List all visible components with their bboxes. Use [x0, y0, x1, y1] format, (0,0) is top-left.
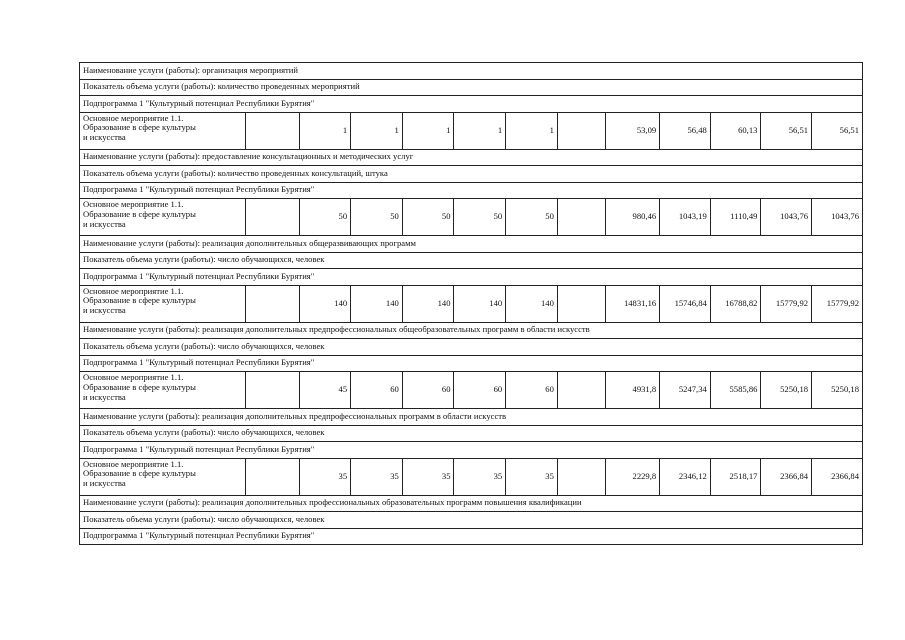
cost-cell: 2518,17: [710, 458, 761, 495]
volume-cell: 35: [351, 458, 403, 495]
cost-cell: 4931,8: [606, 372, 660, 409]
subprogram-row: [80, 442, 863, 459]
empty-cell: [245, 112, 300, 149]
volume-cell: 50: [454, 199, 506, 236]
empty-cell: [557, 112, 606, 149]
service-name-row: [80, 63, 863, 80]
empty-cell: [557, 285, 606, 322]
activity-name-cell: Основное мероприятие 1.1. Образование в сфере культуры и искусства: [80, 458, 246, 495]
empty-cell: [245, 458, 300, 495]
indicator-row: [80, 512, 863, 529]
service-name-row-text: Наименование услуги (работы): предоставление консультационных и методических услуг: [80, 149, 863, 166]
volume-cell: 1: [454, 112, 506, 149]
volume-cell: 35: [300, 458, 351, 495]
volume-cell: 140: [300, 285, 351, 322]
cost-cell: 2366,84: [761, 458, 812, 495]
activity-name-cell: Основное мероприятие 1.1. Образование в сфере культуры и искусства: [80, 372, 246, 409]
volume-cell: 60: [506, 372, 558, 409]
service-name-row: [80, 495, 863, 512]
volume-cell: 1: [402, 112, 454, 149]
subprogram-row-text: Подпрограмма 1 "Культурный потенциал Республики Бурятия": [80, 182, 863, 199]
cost-cell: 2229,8: [606, 458, 660, 495]
cost-cell: 16788,82: [710, 285, 761, 322]
table-row: [80, 372, 863, 409]
table-row: [80, 199, 863, 236]
service-name-row: [80, 409, 863, 426]
cost-cell: 15746,84: [660, 285, 711, 322]
subprogram-row: [80, 96, 863, 113]
service-name-row-text: Наименование услуги (работы): реализация дополнительных профессиональных образовательных программ повышения квалификации: [80, 495, 863, 512]
volume-cell: 45: [300, 372, 351, 409]
subprogram-row-text: Подпрограмма 1 "Культурный потенциал Республики Бурятия": [80, 269, 863, 286]
empty-cell: [557, 458, 606, 495]
service-name-row-text: Наименование услуги (работы): реализация дополнительных общеразвивающих программ: [80, 236, 863, 253]
cost-cell: 5250,18: [812, 372, 863, 409]
subprogram-row: [80, 269, 863, 286]
volume-cell: 140: [454, 285, 506, 322]
subprogram-row-text: Подпрограмма 1 "Культурный потенциал Республики Бурятия": [80, 96, 863, 113]
cost-cell: 15779,92: [761, 285, 812, 322]
cost-cell: 1110,49: [710, 199, 761, 236]
volume-cell: 35: [402, 458, 454, 495]
cost-cell: 15779,92: [812, 285, 863, 322]
subprogram-row: [80, 182, 863, 199]
subprogram-row-text: Подпрограмма 1 "Культурный потенциал Республики Бурятия": [80, 355, 863, 372]
indicator-row-text: Показатель объема услуги (работы): число обучающихся, человек: [80, 512, 863, 529]
volume-cell: 1: [300, 112, 351, 149]
cost-cell: 1043,76: [761, 199, 812, 236]
cost-cell: 2346,12: [660, 458, 711, 495]
table-row: [80, 285, 863, 322]
cost-cell: 56,51: [761, 112, 812, 149]
empty-cell: [245, 372, 300, 409]
indicator-row-text: Показатель объема услуги (работы): число обучающихся, человек: [80, 339, 863, 356]
table-row: [80, 112, 863, 149]
volume-cell: 140: [402, 285, 454, 322]
service-name-row-text: Наименование услуги (работы): организация мероприятий: [80, 63, 863, 80]
volume-cell: 140: [351, 285, 403, 322]
subprogram-row: [80, 528, 863, 545]
cost-cell: 56,51: [812, 112, 863, 149]
volume-cell: 1: [351, 112, 403, 149]
indicator-row: [80, 425, 863, 442]
cost-cell: 53,09: [606, 112, 660, 149]
service-name-row-text: Наименование услуги (работы): реализация дополнительных предпрофессиональных программ в области искусств: [80, 409, 863, 426]
volume-cell: 60: [402, 372, 454, 409]
volume-cell: 140: [506, 285, 558, 322]
volume-cell: 35: [506, 458, 558, 495]
cost-cell: 2366,84: [812, 458, 863, 495]
volume-cell: 60: [351, 372, 403, 409]
cost-cell: 5585,86: [710, 372, 761, 409]
volume-cell: 50: [506, 199, 558, 236]
indicator-row: [80, 79, 863, 96]
indicator-row: [80, 339, 863, 356]
empty-cell: [245, 199, 300, 236]
table-body: [80, 63, 863, 545]
volume-cell: 50: [351, 199, 403, 236]
empty-cell: [557, 372, 606, 409]
cost-cell: 14831,16: [606, 285, 660, 322]
subprogram-row-text: Подпрограмма 1 "Культурный потенциал Республики Бурятия": [80, 528, 863, 545]
activity-name-cell: Основное мероприятие 1.1. Образование в сфере культуры и искусства: [80, 199, 246, 236]
cost-cell: 5247,34: [660, 372, 711, 409]
services-table: [79, 62, 863, 545]
subprogram-row: [80, 355, 863, 372]
cost-cell: 1043,19: [660, 199, 711, 236]
indicator-row-text: Показатель объема услуги (работы): число обучающихся, человек: [80, 425, 863, 442]
indicator-row: [80, 252, 863, 269]
volume-cell: 60: [454, 372, 506, 409]
activity-name-cell: Основное мероприятие 1.1. Образование в сфере культуры и искусства: [80, 285, 246, 322]
cost-cell: 1043,76: [812, 199, 863, 236]
cost-cell: 5250,18: [761, 372, 812, 409]
cost-cell: 60,13: [710, 112, 761, 149]
subprogram-row-text: Подпрограмма 1 "Культурный потенциал Республики Бурятия": [80, 442, 863, 459]
cost-cell: 980,46: [606, 199, 660, 236]
volume-cell: 1: [506, 112, 558, 149]
service-name-row: [80, 236, 863, 253]
volume-cell: 35: [454, 458, 506, 495]
activity-name-cell: Основное мероприятие 1.1. Образование в сфере культуры и искусства: [80, 112, 246, 149]
indicator-row-text: Показатель объема услуги (работы): число обучающихся, человек: [80, 252, 863, 269]
volume-cell: 50: [402, 199, 454, 236]
service-name-row: [80, 322, 863, 339]
service-name-row-text: Наименование услуги (работы): реализация дополнительных предпрофессиональных общеобразовательных программ в области искусств: [80, 322, 863, 339]
service-name-row: [80, 149, 863, 166]
indicator-row-text: Показатель объема услуги (работы): количество проведенных мероприятий: [80, 79, 863, 96]
volume-cell: 50: [300, 199, 351, 236]
cost-cell: 56,48: [660, 112, 711, 149]
table-row: [80, 458, 863, 495]
empty-cell: [245, 285, 300, 322]
empty-cell: [557, 199, 606, 236]
indicator-row-text: Показатель объема услуги (работы): количество проведенных консультаций, штука: [80, 166, 863, 183]
indicator-row: [80, 166, 863, 183]
